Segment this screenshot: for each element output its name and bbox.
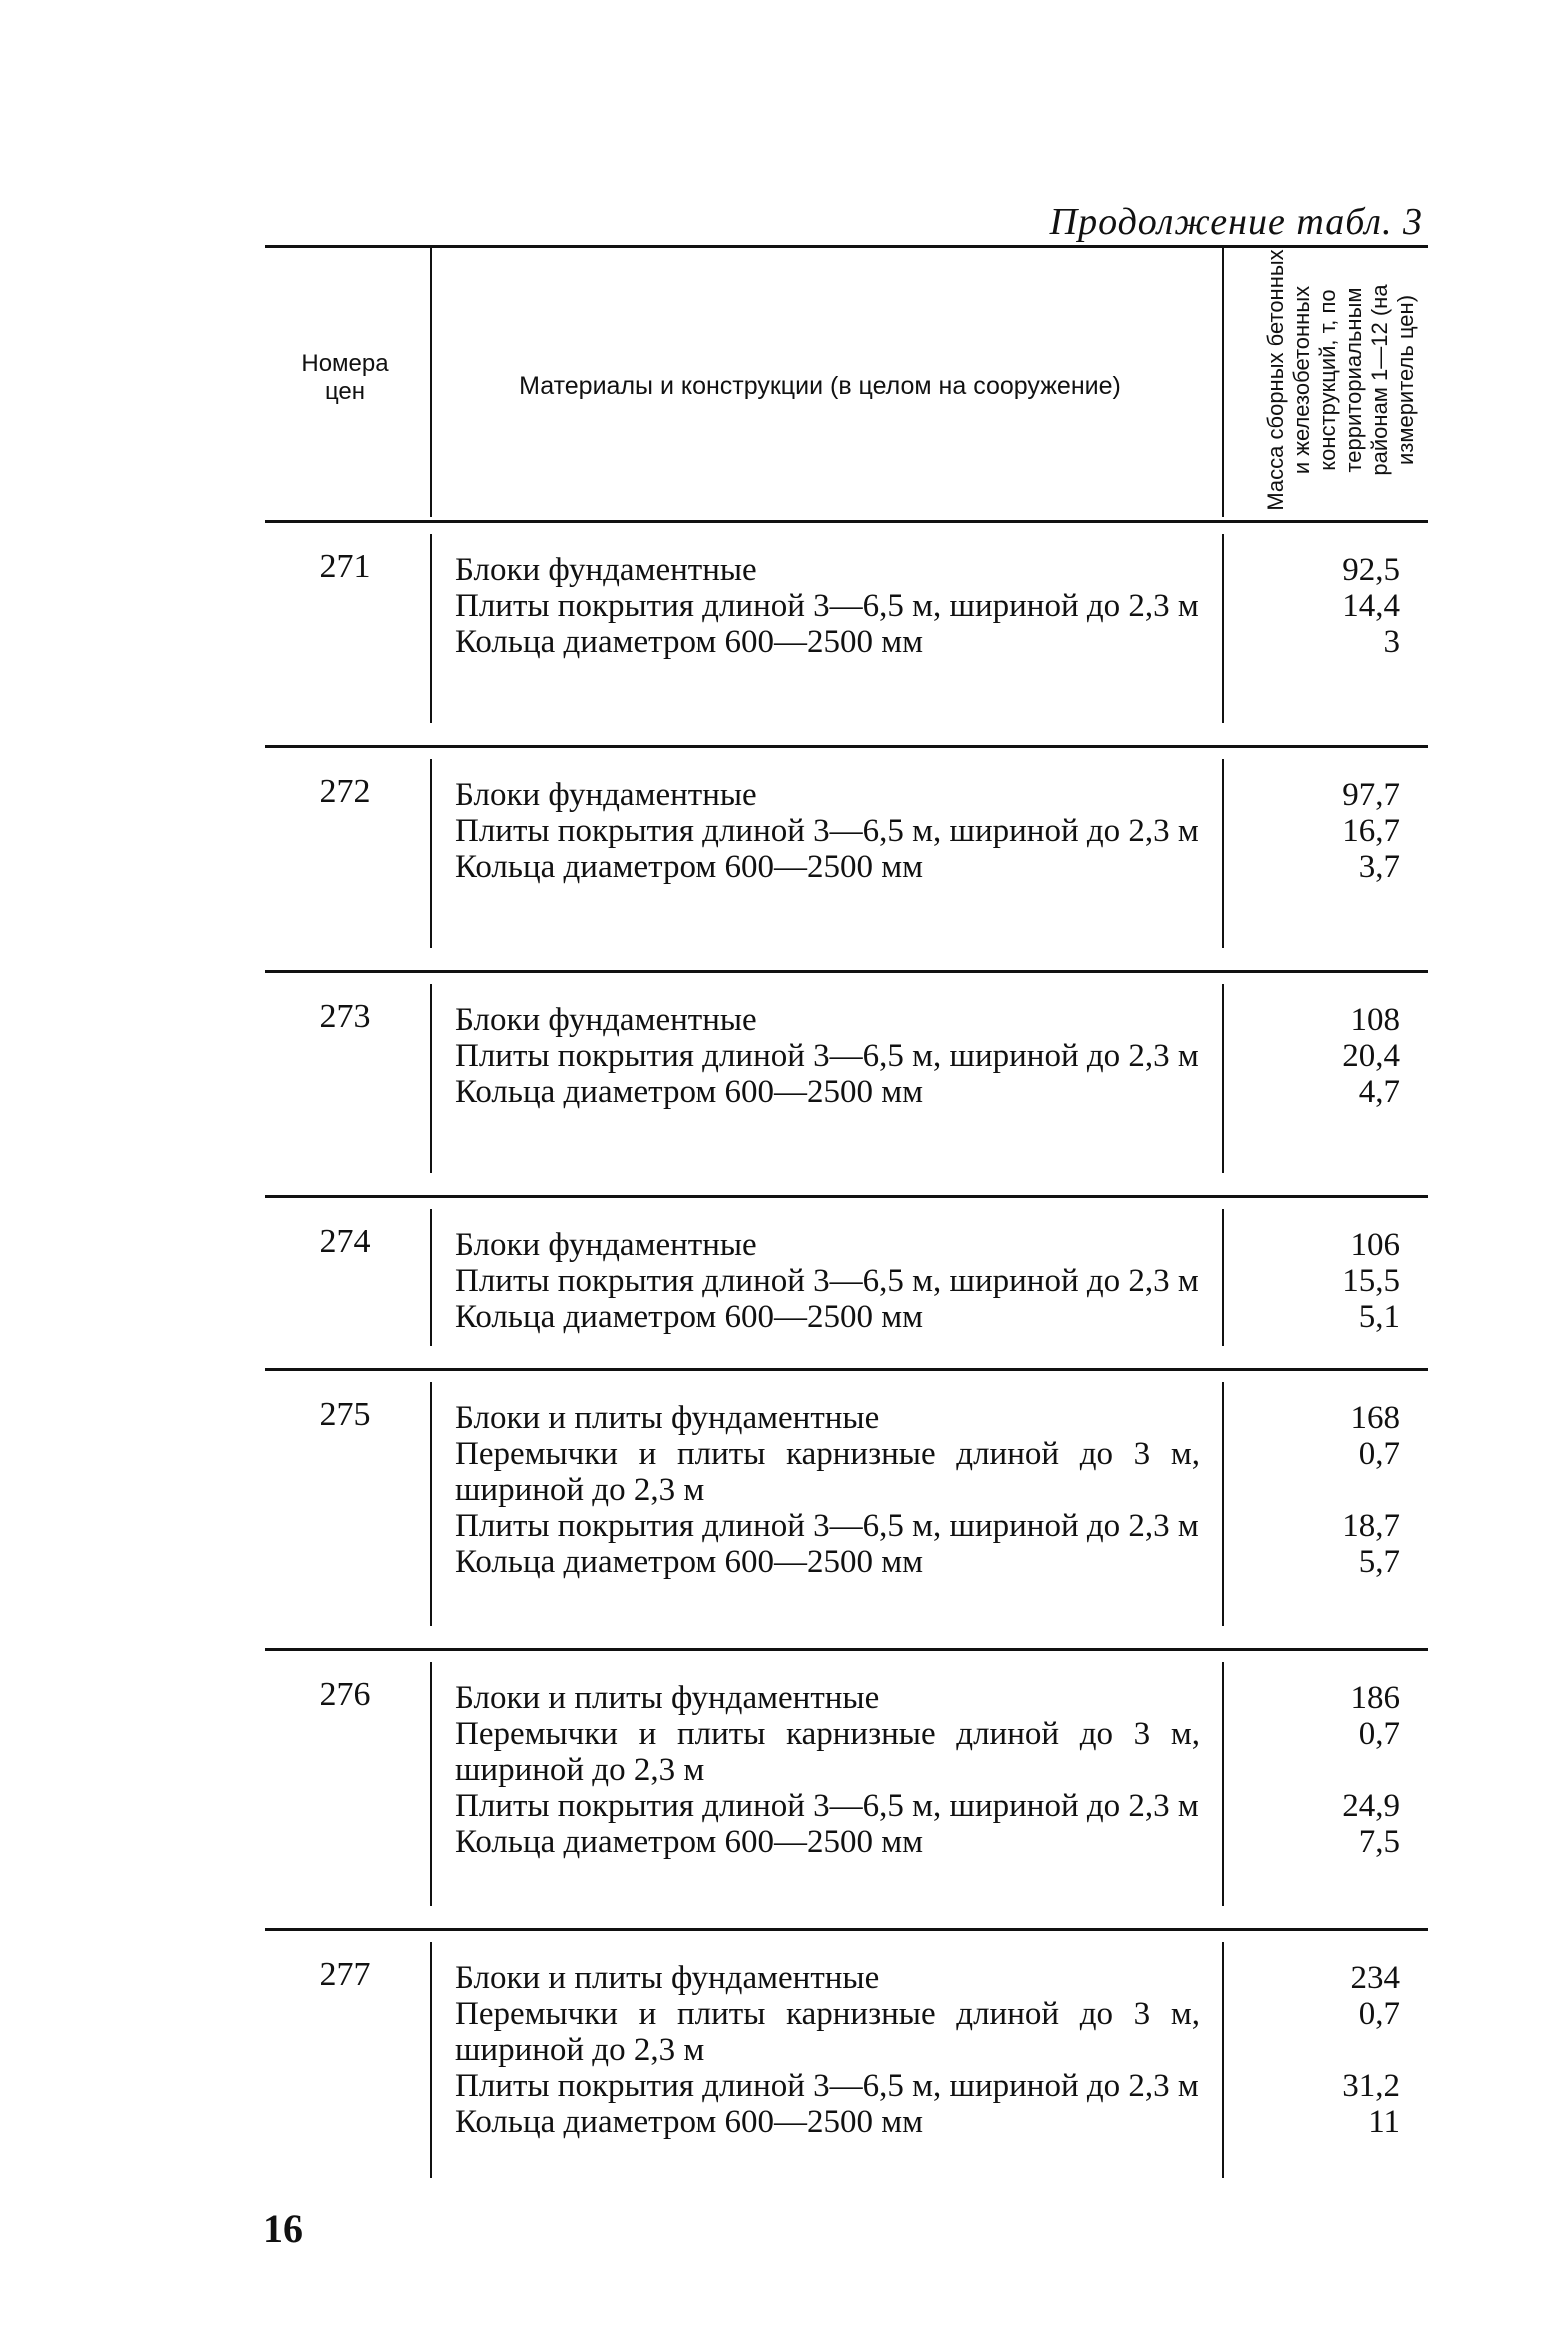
- price-number: 272: [319, 773, 371, 810]
- material-item: Перемычки и плиты карнизные длиной до 3 м, шириной до 2,3 м: [455, 1716, 1200, 1788]
- mass-value: 5,1: [1358, 1299, 1400, 1335]
- column-divider: [430, 1662, 432, 1906]
- material-item: Блоки фундаментные: [455, 1227, 757, 1263]
- material-item: Плиты покрытия длиной 3—6,5 м, шириной до 2,3 м: [455, 813, 1199, 849]
- price-number: 273: [319, 998, 371, 1035]
- table-row: [265, 745, 1428, 970]
- header-mass-label: Масса сборных бетонных и железобетонных конструкций, т, по территориальным районам 1—12 (на измеритель цен): [1262, 248, 1418, 511]
- column-divider: [430, 984, 432, 1173]
- material-item: Кольца диаметром 600—2500 мм: [455, 2104, 923, 2140]
- mass-values: [1265, 552, 1400, 660]
- material-item: Плиты покрытия длиной 3—6,5 м, шириной до 2,3 м: [455, 1508, 1199, 1544]
- material-list: [455, 1680, 1200, 1860]
- mass-value: 20,4: [1342, 1038, 1400, 1074]
- table-row: [265, 1368, 1428, 1648]
- material-item: Блоки фундаментные: [455, 1002, 757, 1038]
- material-item: Блоки фундаментные: [455, 552, 757, 588]
- material-list: [455, 1227, 1200, 1335]
- column-divider: [430, 534, 432, 723]
- material-item: Блоки и плиты фундаментные: [455, 1960, 880, 1996]
- material-item: Перемычки и плиты карнизные длиной до 3 м, шириной до 2,3 м: [455, 1436, 1200, 1508]
- mass-values: [1265, 1960, 1400, 2140]
- mass-value: 106: [1350, 1227, 1400, 1263]
- material-list: [455, 1960, 1200, 2140]
- material-item: Блоки фундаментные: [455, 777, 757, 813]
- material-list: [455, 552, 1200, 660]
- material-item: Плиты покрытия длиной 3—6,5 м, шириной до 2,3 м: [455, 588, 1199, 624]
- mass-values: [1265, 1002, 1400, 1110]
- price-number: 275: [319, 1396, 371, 1433]
- mass-value: 0,7: [1358, 1996, 1400, 2032]
- table-row: [265, 1648, 1428, 1928]
- material-item: Плиты покрытия длиной 3—6,5 м, шириной до 2,3 м: [455, 2068, 1199, 2104]
- column-divider: [430, 1942, 432, 2178]
- material-item: Перемычки и плиты карнизные длиной до 3 м, шириной до 2,3 м: [455, 1996, 1200, 2068]
- mass-values: [1265, 777, 1400, 885]
- header-materials-column: Материалы и конструкции (в целом на сооружение): [519, 372, 1121, 400]
- mass-value: 31,2: [1342, 2068, 1400, 2104]
- mass-value: 92,5: [1342, 552, 1400, 588]
- mass-value: 5,7: [1358, 1544, 1400, 1580]
- mass-value: 168: [1350, 1400, 1400, 1436]
- page-number: 16: [263, 2206, 303, 2251]
- table-row: [265, 970, 1428, 1195]
- mass-value: 7,5: [1358, 1824, 1400, 1860]
- mass-value: 15,5: [1342, 1263, 1400, 1299]
- material-item: Кольца диаметром 600—2500 мм: [455, 849, 923, 885]
- mass-value: 97,7: [1342, 777, 1400, 813]
- material-item: Блоки и плиты фундаментные: [455, 1680, 880, 1716]
- mass-value: 108: [1350, 1002, 1400, 1038]
- column-divider: [430, 759, 432, 948]
- mass-value: 14,4: [1342, 588, 1400, 624]
- mass-value: 11: [1368, 2104, 1400, 2140]
- mass-value: 0,7: [1358, 1716, 1400, 1752]
- table-row: [265, 1928, 1428, 2200]
- column-divider: [1222, 759, 1224, 948]
- material-item: Плиты покрытия длиной 3—6,5 м, шириной до 2,3 м: [455, 1263, 1199, 1299]
- mass-values: [1265, 1400, 1400, 1580]
- mass-value: 4,7: [1358, 1074, 1400, 1110]
- column-divider: [1222, 1382, 1224, 1626]
- material-item: Кольца диаметром 600—2500 мм: [455, 1074, 923, 1110]
- material-list: [455, 777, 1200, 885]
- column-divider: [1222, 534, 1224, 723]
- column-divider: [1222, 1209, 1224, 1346]
- mass-value: 0,7: [1358, 1436, 1400, 1472]
- mass-value: 3: [1383, 624, 1400, 660]
- material-item: Плиты покрытия длиной 3—6,5 м, шириной до 2,3 м: [455, 1788, 1199, 1824]
- mass-value: 3,7: [1358, 849, 1400, 885]
- material-item: Блоки и плиты фундаментные: [455, 1400, 880, 1436]
- mass-value: 24,9: [1342, 1788, 1400, 1824]
- material-item: Кольца диаметром 600—2500 мм: [455, 624, 923, 660]
- mass-value: 186: [1350, 1680, 1400, 1716]
- header-divider: [1222, 247, 1224, 517]
- table-row: [265, 520, 1428, 745]
- mass-value: 16,7: [1342, 813, 1400, 849]
- price-number: 277: [319, 1956, 371, 1993]
- price-number: 276: [319, 1676, 371, 1713]
- header-number-column: Номера цен: [301, 350, 389, 405]
- table-continuation-caption: Продолжение табл. 3: [1049, 201, 1423, 243]
- material-item: Кольца диаметром 600—2500 мм: [455, 1824, 923, 1860]
- column-divider: [1222, 1662, 1224, 1906]
- column-divider: [1222, 984, 1224, 1173]
- material-item: Кольца диаметром 600—2500 мм: [455, 1299, 923, 1335]
- mass-value: 234: [1350, 1960, 1400, 1996]
- header-mass-column: [1243, 247, 1438, 512]
- material-item: Кольца диаметром 600—2500 мм: [455, 1544, 923, 1580]
- mass-values: [1265, 1680, 1400, 1860]
- table-row: [265, 1195, 1428, 1368]
- column-divider: [430, 1209, 432, 1346]
- price-number: 274: [319, 1223, 371, 1260]
- mass-values: [1265, 1227, 1400, 1335]
- column-divider: [430, 1382, 432, 1626]
- price-number: 271: [319, 548, 371, 585]
- material-list: [455, 1400, 1200, 1580]
- column-divider: [1222, 1942, 1224, 2178]
- material-list: [455, 1002, 1200, 1110]
- material-item: Плиты покрытия длиной 3—6,5 м, шириной до 2,3 м: [455, 1038, 1199, 1074]
- mass-value: 18,7: [1342, 1508, 1400, 1544]
